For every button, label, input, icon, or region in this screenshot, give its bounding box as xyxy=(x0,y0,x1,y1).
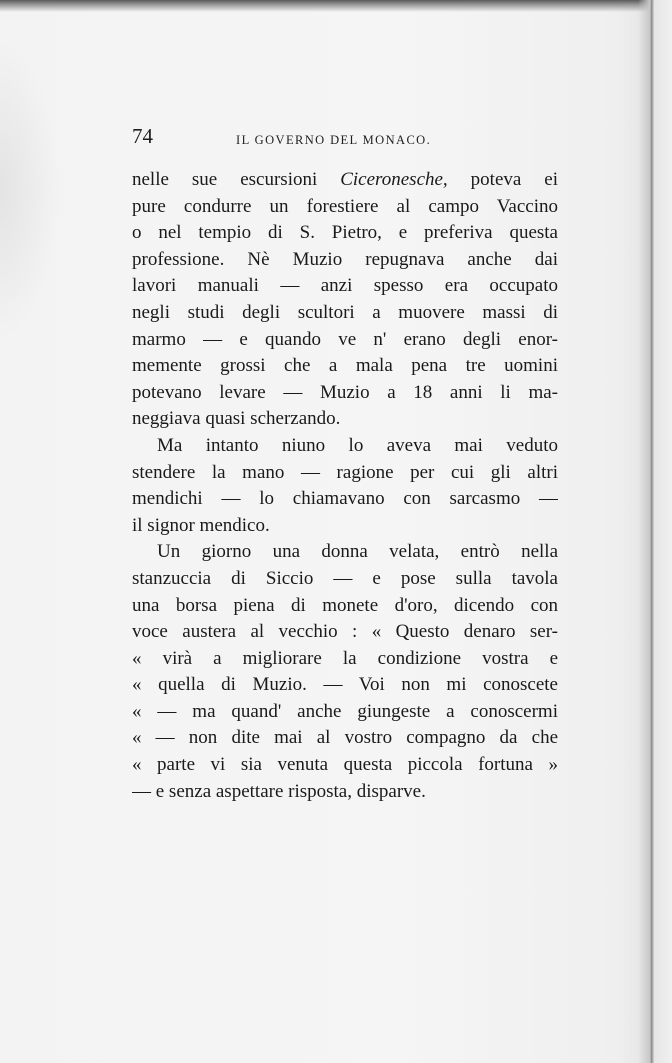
text-line: Ma intanto niuno lo aveva mai veduto xyxy=(157,434,558,456)
top-edge-shadow xyxy=(0,0,672,12)
text-line: o nel tempio di S. Pietro, e preferiva questa xyxy=(132,222,558,244)
text-line: professione. Nè Muzio repugnava anche dai xyxy=(132,248,558,270)
text-line: « — non dite mai al vostro compagno da che xyxy=(132,727,558,749)
text-line: voce austera al vecchio : « Questo denaro ser- xyxy=(132,621,558,643)
paper-stain xyxy=(0,40,60,340)
running-title: IL GOVERNO DEL MONACO. xyxy=(236,133,432,147)
text-line: negli studi degli scultori a muovere massi di xyxy=(132,301,558,323)
text-line: potevano levare — Muzio a 18 anni li ma- xyxy=(132,381,558,403)
text-line: Un giorno una donna velata, entrò nella xyxy=(157,541,558,563)
text-line: il signor mendico. xyxy=(132,514,270,536)
text-line: lavori manuali — anzi spesso era occupato xyxy=(132,275,558,297)
text-line: stanzuccia di Siccio — e pose sulla tavola xyxy=(132,567,558,589)
text-line: marmo — e quando ve n' erano degli enor- xyxy=(132,328,558,350)
text-line: pure condurre un forestiere al campo Vaccino xyxy=(132,195,558,217)
page-number: 74 xyxy=(132,124,153,148)
page-header xyxy=(132,124,562,154)
page-gutter-edge xyxy=(638,0,672,1063)
text-line: stendere la mano — ragione per cui gli altri xyxy=(132,461,558,483)
text-line: « quella di Muzio. — Voi non mi conoscete xyxy=(132,674,558,696)
body-text xyxy=(132,167,558,805)
italic-word: Ciceronesche, xyxy=(340,169,448,190)
text-line: mendichi — lo chiamavano con sarcasmo — xyxy=(132,488,558,510)
text-line: memente grossi che a mala pena tre uomini xyxy=(132,355,558,377)
text-line: neggiava quasi scherzando. xyxy=(132,408,341,430)
text-line: « virà a migliorare la condizione vostra e xyxy=(132,647,558,669)
text-line: — e senza aspettare risposta, disparve. xyxy=(132,780,426,802)
text-line: una borsa piena di monete d'oro, dicendo con xyxy=(132,594,558,616)
text-line: nelle sue escursioni Ciceronesche, poteva ei xyxy=(132,169,558,190)
text-line: « parte vi sia venuta questa piccola fortuna » xyxy=(132,754,558,776)
text-line: « — ma quand' anche giungeste a conoscermi xyxy=(132,700,558,722)
